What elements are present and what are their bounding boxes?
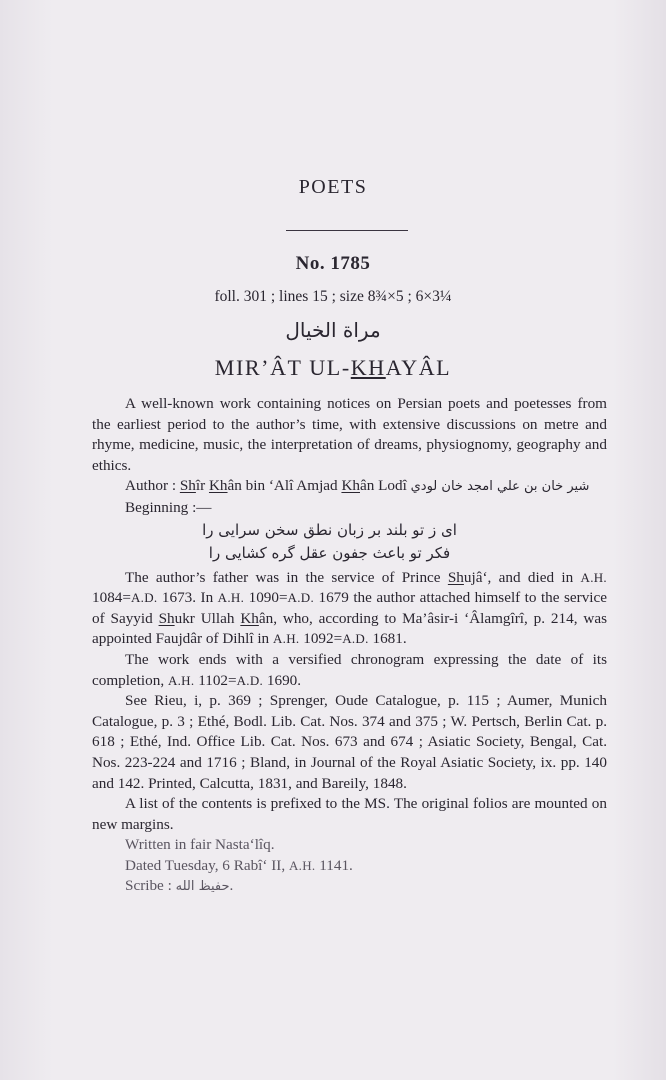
text-run: ukr Ullah bbox=[174, 609, 241, 627]
scribe-name: حفيظ الله bbox=[175, 879, 230, 895]
work-title bbox=[0, 355, 666, 381]
beginning-label: Beginning :— bbox=[125, 498, 212, 516]
father-paragraph bbox=[92, 568, 607, 650]
verse-line: فکر تو باعث جفون عقل گره کشایی را bbox=[208, 543, 451, 562]
entry-number: No. 1785 bbox=[295, 253, 371, 274]
section-heading: POETS bbox=[298, 176, 368, 198]
era-abbrev: A.H. bbox=[580, 569, 607, 585]
era-abbrev: A.D. bbox=[130, 590, 158, 606]
text-run: 1673. In bbox=[157, 589, 218, 607]
author-name-part: ân Lodî bbox=[360, 477, 407, 495]
text-run: Kh bbox=[240, 609, 259, 627]
era-abbrev: A.H. bbox=[272, 631, 300, 647]
folio-details: foll. 301 ; lines 15 ; size 8¾×5 ; 6×3¼ bbox=[214, 288, 452, 305]
text-run: The work ends with a versified chronogram expressing the date of its completion, bbox=[92, 650, 607, 689]
text-run: Sh bbox=[447, 568, 464, 586]
text-run: The author’s father was in the service of Prince bbox=[125, 568, 448, 586]
author-name-part: îr bbox=[195, 477, 209, 495]
arabic-title: مراة الخيال bbox=[285, 318, 381, 342]
heading-rule bbox=[286, 230, 408, 231]
text-run: Sh bbox=[158, 609, 175, 627]
text-run: 1681. bbox=[368, 630, 407, 648]
title-part-underlined: KH bbox=[350, 355, 386, 380]
era-abbrev: A.H. bbox=[167, 672, 195, 688]
author-line bbox=[92, 476, 607, 498]
completion-paragraph bbox=[92, 650, 607, 691]
text-run: 1084= bbox=[92, 589, 131, 607]
author-label: Author : bbox=[125, 477, 177, 495]
references-paragraph: See Rieu, i, p. 369 ; Sprenger, Oude Catalogue, p. 115 ; Aumer, Munich Catalogue, p. 3 ; Ethé, Bodl. Lib. Cat. Nos. 374 and 375 ; W. Pertsch, Berlin Cat. p. 618 ; Ethé, Ind. Office Lib. Cat. Nos. 673 and 674 ; Asiatic Society, Bengal, Cat. Nos. 223-224 and 1716 ; Bland, in Journal of the Royal Asiatic Society, ix. pp. 140 and 142. Printed, Calcutta, 1831, and Bareily, 1848. bbox=[92, 692, 607, 792]
entry-body bbox=[92, 394, 607, 898]
text-run: ujâ‘, and died in bbox=[463, 568, 581, 586]
contents-paragraph: A list of the contents is prefixed to the MS. The original folios are mounted on new margins. bbox=[92, 795, 607, 833]
text-run: ân, who, according to Ma’âsir-i ‘Âlamgîrî, p. 214, was appointed Faujdâr of Dihlî in bbox=[92, 609, 607, 648]
text-run: 1679 the author attached himself to the service of Sayyid bbox=[92, 589, 607, 627]
era-abbrev: A.D. bbox=[342, 631, 369, 647]
era-abbrev: A.H. bbox=[288, 857, 316, 873]
era-abbrev: A.D. bbox=[287, 590, 315, 606]
title-part: AYÂL bbox=[385, 355, 452, 380]
author-arabic-name: شیر خان بن علي امجد خان لودي bbox=[410, 479, 590, 495]
author-name-part: Kh bbox=[208, 477, 228, 495]
text-run: 1690. bbox=[263, 671, 302, 689]
text-run: 1092= bbox=[299, 630, 343, 648]
text-run: 1141. bbox=[315, 856, 353, 874]
era-abbrev: A.D. bbox=[236, 672, 264, 688]
scribe-label: Scribe : bbox=[125, 877, 172, 895]
author-name-part: Kh bbox=[341, 477, 360, 495]
date-note bbox=[92, 856, 607, 877]
era-abbrev: A.H. bbox=[217, 590, 245, 606]
scribe-note: Scribe : حفيظ الله. bbox=[125, 877, 234, 895]
author-name-part: Sh bbox=[179, 477, 196, 495]
text-run: 1102= bbox=[194, 671, 237, 689]
title-part: MIR’ÂT UL- bbox=[214, 355, 351, 380]
verse-line: ای ز تو بلند بر زبان نطق سخن سرایی را bbox=[202, 520, 457, 539]
text-run: 1090= bbox=[244, 589, 288, 607]
author-name-part: ân bin ‘Alî Amjad bbox=[227, 477, 342, 495]
text-run: Dated Tuesday, 6 Rabî‘ II, bbox=[125, 856, 289, 874]
script-note: Written in fair Nasta‘lîq. bbox=[125, 836, 275, 854]
description-paragraph: A well-known work containing notices on Persian poets and poetesses from the earliest period to the author’s time, with extensive discussions on metre and rhyme, medicine, music, the interpretation of dreams, physiognomy, geography and ethics. bbox=[92, 395, 607, 474]
